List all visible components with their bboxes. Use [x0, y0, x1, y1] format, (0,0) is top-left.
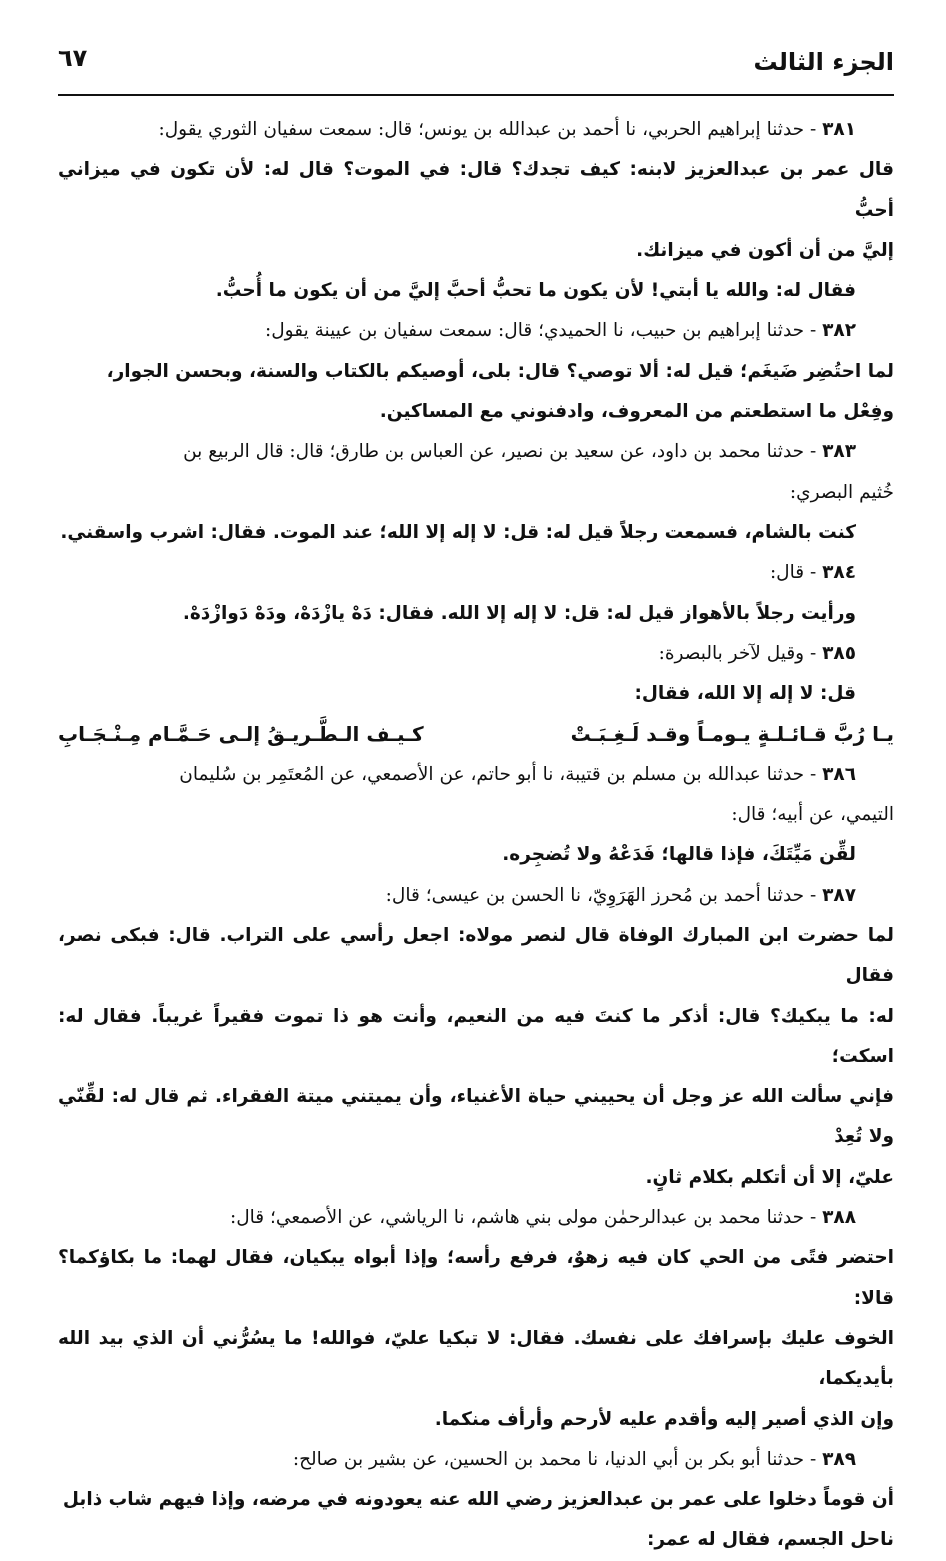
line-text: - حدثنا إبراهيم الحربي، نا أحمد بن عبدالله بن يونس؛ قال: سمعت سفيان الثوري يقول: — [158, 119, 817, 140]
report-text-line — [58, 916, 894, 997]
line-text: إليَّ من أن أكون في ميزانك. — [636, 239, 894, 261]
line-text: - وقيل لآخر بالبصرة: — [658, 642, 817, 664]
chain-of-narration-line — [58, 311, 894, 351]
report-number: ٣٨٢ — [822, 320, 856, 342]
line-text: - حدثنا محمد بن عبدالرحمٰن مولى بني هاشم، نا الرياشي، عن الأصمعي؛ قال: — [229, 1207, 817, 1229]
report-number: ٣٨٨ — [822, 1207, 856, 1229]
chain-of-narration-line — [58, 473, 894, 513]
line-text: - حدثنا إبراهيم بن حبيب، نا الحميدي؛ قال: سمعت سفيان بن عيينة يقول: — [265, 320, 817, 342]
line-text: كنت بالشام، فسمعت رجلاً قيل له: قل: لا إله إلا الله؛ عند الموت. فقال: اشرب واسقني. — [60, 521, 856, 543]
report-text-line — [58, 352, 894, 392]
report-number: ٣٨٦ — [822, 763, 856, 785]
page-body — [58, 110, 894, 1551]
line-text: فقال له: والله يا أبتي! لأن يكون ما تحبُّ أحبَّ إليَّ من أن يكون ما أُحبُّ. — [215, 280, 856, 302]
line-text: عليّ، إلا أن أتكلم بكلام ثانٍ. — [645, 1166, 894, 1188]
chain-of-narration-line — [58, 1440, 894, 1480]
report-text-line — [58, 1319, 894, 1400]
line-text: ناحل الجسم، فقال له عمر: — [646, 1529, 894, 1551]
line-text: خُثيم البصري: — [789, 481, 894, 503]
line-text: الخوف عليك بإسرافك على نفسك. فقال: لا تبكيا عليّ، فوالله! ما يسُرُّني أن الذي بيد الله بأيديكما، — [58, 1327, 894, 1390]
report-text-line — [58, 1400, 894, 1440]
chain-of-narration-line — [58, 876, 894, 916]
report-text-line — [58, 1480, 894, 1520]
report-text-line — [58, 271, 894, 311]
running-title: الجزء الثالث — [753, 48, 894, 76]
line-text: - حدثنا عبدالله بن مسلم بن قتيبة، نا أبو حاتم، عن الأصمعي، عن المُعتَمِر بن سُليمان — [179, 763, 817, 785]
chain-of-narration-line — [58, 1198, 894, 1238]
report-number: ٣٨٥ — [822, 642, 856, 664]
report-number: ٣٨٧ — [822, 884, 856, 906]
line-text: له: ما يبكيك؟ قال: أذكر ما كنتَ فيه من النعيم، وأنت هو ذا تموت فقيراً غريباً. فقال له: اسكت؛ — [58, 1005, 894, 1067]
report-text-line — [58, 594, 894, 634]
chain-of-narration-line — [58, 755, 894, 795]
chain-of-narration-line — [58, 795, 894, 835]
line-text: لما حضرت ابن المبارك الوفاة قال لنصر مولاه: اجعل رأسي على التراب. قال: فبكى نصر، فقال — [58, 924, 894, 987]
report-number: ٣٨٣ — [822, 441, 856, 463]
line-text: وإن الذي أصير إليه وأقدم عليه لأرحم وأرأف منكما. — [434, 1408, 894, 1430]
report-number: ٣٨٤ — [822, 562, 856, 584]
line-text: وفِعْل ما استطعتم من المعروف، وادفنوني مع المساكين. — [379, 401, 894, 423]
verse-first-hemistich: يـا رُبَّ قـائـلـةٍ يـومـاً وقـد لَـغِـبَـتْ — [570, 722, 894, 747]
report-text-line — [58, 513, 894, 553]
line-text: التيمي، عن أبيه؛ قال: — [731, 804, 894, 826]
report-text-line — [58, 1077, 894, 1158]
line-text: فإني سألت الله عز وجل أن يحييني حياة الأغنياء، وأن يميتني ميتة الفقراء. ثم قال له: لقِّنّي ولا تُعِدْ — [58, 1086, 894, 1148]
line-text: لقِّن مَيِّتَكَ، فإذا قالها؛ فَدَعْهُ ولا تُضجِره. — [502, 844, 856, 866]
poem-verse — [58, 714, 894, 754]
line-text: قال عمر بن عبدالعزيز لابنه: كيف تجدك؟ قال: في الموت؟ قال له: لأن تكون في ميزاني أحبُّ — [58, 159, 894, 221]
report-text-line — [58, 1238, 894, 1319]
line-text: احتضر فتًى من الحي كان فيه زهوٌ، فرفع رأسه؛ وإذا أبواه يبكيان، فقال لهما: ما بكاؤكما؟ قالا: — [58, 1247, 894, 1309]
report-text-line — [58, 150, 894, 231]
line-text: ورأيت رجلاً بالأهواز قيل له: قل: لا إله إلا الله. فقال: دَهْ يازْدَهْ، ودَهْ دَوازْدَهْ. — [182, 602, 856, 624]
line-text: - حدثنا أبو بكر بن أبي الدنيا، نا محمد بن الحسين، عن بشير بن صالح: — [292, 1448, 817, 1470]
line-text: - حدثنا أحمد بن مُحرز الهَرَوِيّ، نا الحسن بن عيسى؛ قال: — [385, 884, 817, 906]
chain-of-narration-line — [58, 553, 894, 593]
line-text: لما احتُضِر ضَيغَم؛ قيل له: ألا توصي؟ قال: بلى، أوصيكم بالكتاب والسنة، وبحسن الجوار، — [106, 360, 894, 382]
line-text: أن قوماً دخلوا على عمر بن عبدالعزيز رضي الله عنه يعودونه في مرضه، وإذا فيهم شاب ذابل — [62, 1489, 894, 1511]
verse-second-hemistich: كـيـف الـطَّـريـقُ إلـى حَـمَّـام مِـنْـجَـابِ — [58, 722, 424, 747]
chain-of-narration-line — [58, 634, 894, 674]
line-text: - حدثنا محمد بن داود، عن سعيد بن نصير، عن العباس بن طارق؛ قال: قال الربيع بن — [183, 441, 817, 463]
line-text: قل: لا إله إلا الله، فقال: — [634, 683, 856, 705]
page-number: ٦٧ — [58, 44, 88, 72]
chain-of-narration-line — [58, 432, 894, 472]
report-text-line — [58, 835, 894, 875]
report-text-line — [58, 674, 894, 714]
report-text-line — [58, 997, 894, 1078]
report-text-line — [58, 392, 894, 432]
report-text-line — [58, 1520, 894, 1560]
report-text-line — [58, 231, 894, 271]
chain-of-narration-line — [58, 110, 894, 150]
report-number: ٣٨٩ — [822, 1448, 856, 1470]
line-text: - قال: — [769, 562, 817, 584]
report-text-line — [58, 1158, 894, 1198]
report-number: ٣٨١ — [822, 119, 856, 140]
header-rule — [58, 94, 894, 96]
page-header — [58, 40, 894, 92]
